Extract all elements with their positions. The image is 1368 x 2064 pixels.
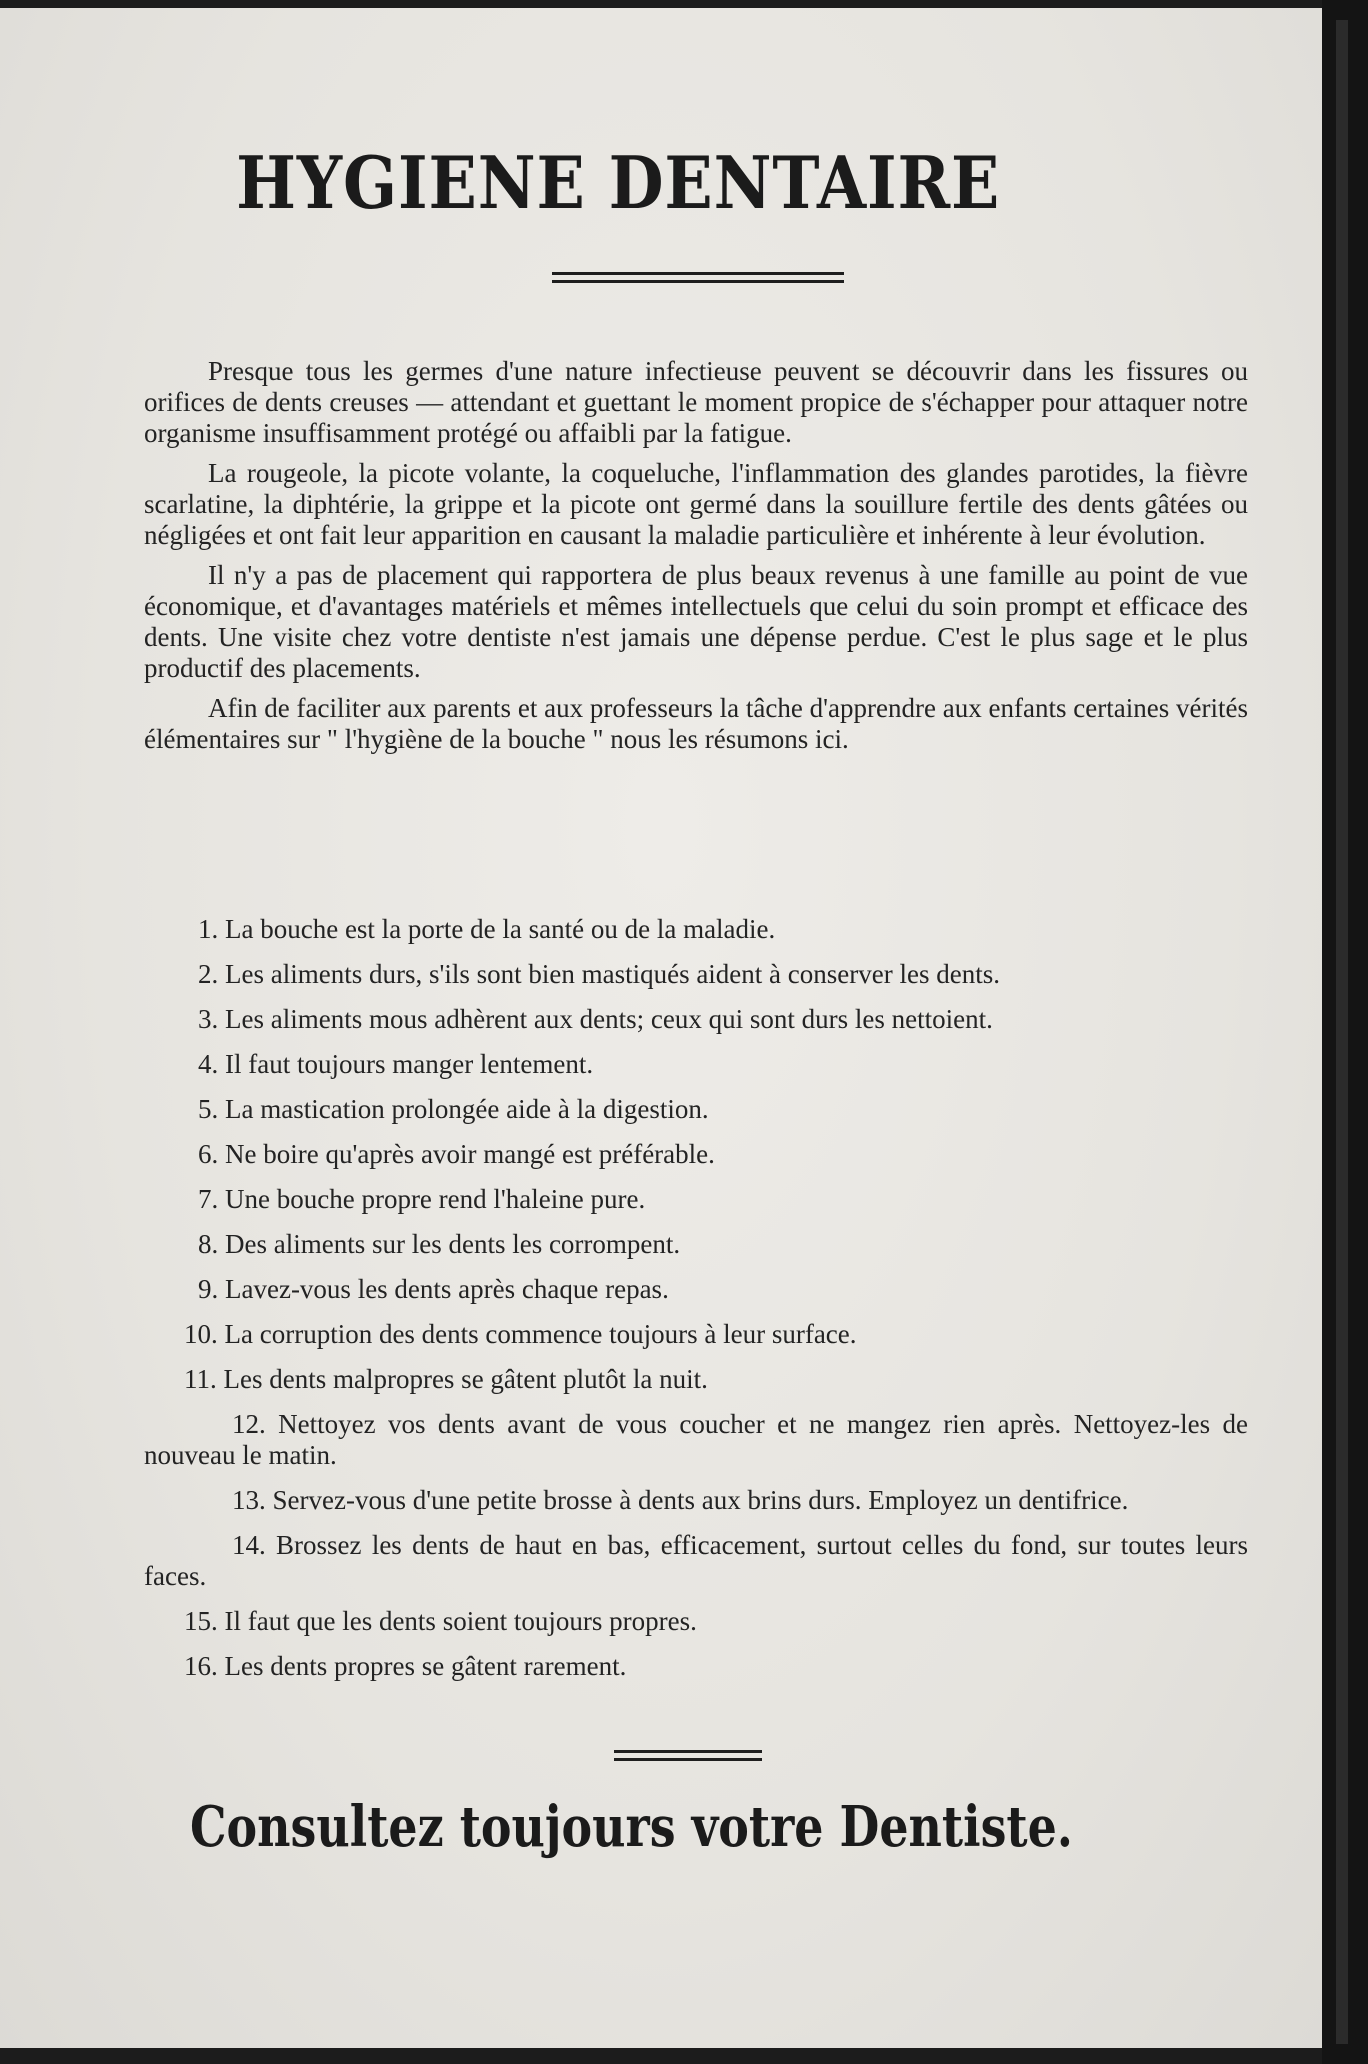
item-text: Brossez les dents de haut en bas, efficacement, surtout celles du fond, sur toutes leurs faces. bbox=[144, 1530, 1249, 1591]
list-item bbox=[144, 1364, 1248, 1395]
item-text: Lavez-vous les dents après chaque repas. bbox=[225, 1274, 669, 1304]
item-number: 16. bbox=[184, 1651, 218, 1681]
item-text: La bouche est la porte de la santé ou de la maladie. bbox=[225, 914, 776, 944]
item-number: 14. bbox=[232, 1530, 266, 1560]
item-number: 1. bbox=[198, 914, 219, 944]
item-text: Les aliments durs, s'ils sont bien mastiqués aident à conserver les dents. bbox=[225, 959, 1000, 989]
intro-text bbox=[144, 356, 1248, 764]
item-text: Servez-vous d'une petite brosse à dents aux brins durs. Employez un dentifrice. bbox=[272, 1485, 1129, 1515]
double-rule-divider bbox=[552, 272, 844, 284]
item-text: Ne boire qu'après avoir mangé est préférable. bbox=[225, 1139, 715, 1169]
item-number: 15. bbox=[184, 1606, 218, 1636]
list-item bbox=[144, 1409, 1248, 1471]
item-text: Il faut que les dents soient toujours propres. bbox=[224, 1606, 697, 1636]
item-number: 9. bbox=[198, 1274, 219, 1304]
list-item bbox=[144, 1049, 1248, 1080]
list-item bbox=[144, 914, 1248, 945]
item-number: 3. bbox=[198, 1004, 219, 1034]
item-text: La corruption des dents commence toujours à leur surface. bbox=[224, 1319, 857, 1349]
list-item bbox=[144, 1184, 1248, 1215]
paragraph: La rougeole, la picote volante, la coqueluche, l'inflammation des glandes parotides, la fièvre scarlatine, la diphtérie, la grippe et la picote ont germé dans la souillure fertile des dents gâtées ou négligées et ont fait leur apparition en causant la maladie particulière et inhérente à leur évolution. bbox=[144, 458, 1248, 550]
item-number: 6. bbox=[198, 1139, 219, 1169]
item-number: 4. bbox=[198, 1049, 219, 1079]
list-item bbox=[144, 959, 1248, 990]
item-text: Il faut toujours manger lentement. bbox=[225, 1049, 594, 1079]
list-item bbox=[144, 1530, 1248, 1592]
scan-right-border bbox=[1322, 0, 1368, 2064]
paragraph: Presque tous les germes d'une nature infectieuse peuvent se découvrir dans les fissures ou orifices de dents creuses — attendant et guettant le moment propice de s'échapper pour attaquer notre organisme insuffisamment protégé ou affaibli par la fatigue. bbox=[144, 356, 1248, 448]
page-edge-strip bbox=[1336, 20, 1348, 2044]
list-item bbox=[144, 1606, 1248, 1637]
scan-top-border bbox=[0, 0, 1322, 8]
list-item bbox=[144, 1319, 1248, 1350]
item-text: La mastication prolongée aide à la digestion. bbox=[225, 1094, 709, 1124]
item-number: 13. bbox=[232, 1485, 266, 1515]
list-item bbox=[144, 1004, 1248, 1035]
item-text: Des aliments sur les dents les corrompent. bbox=[225, 1229, 681, 1259]
paragraph: Afin de faciliter aux parents et aux professeurs la tâche d'apprendre aux enfants certaines vérités élémentaires sur " l'hygiène de la bouche " nous les résumons ici. bbox=[144, 693, 1248, 754]
item-number: 7. bbox=[198, 1184, 219, 1214]
list-item bbox=[144, 1485, 1248, 1516]
item-number: 11. bbox=[184, 1364, 217, 1394]
list-item bbox=[144, 1139, 1248, 1170]
list-item bbox=[144, 1274, 1248, 1305]
double-rule-divider bbox=[614, 1750, 762, 1762]
scan-bottom-border bbox=[0, 2048, 1322, 2064]
item-number: 10. bbox=[184, 1319, 218, 1349]
list-item bbox=[144, 1229, 1248, 1260]
document-title: HYGIENE DENTAIRE bbox=[236, 140, 1001, 225]
list-item bbox=[144, 1651, 1248, 1682]
item-text: Les dents malpropres se gâtent plutôt la nuit. bbox=[223, 1364, 708, 1394]
list-item bbox=[144, 1094, 1248, 1125]
item-text: Nettoyez vos dents avant de vous coucher et ne mangez rien après. Nettoyez-les de nouveau le matin. bbox=[144, 1409, 1248, 1470]
hygiene-rules-list bbox=[144, 914, 1248, 1696]
item-text: Les aliments mous adhèrent aux dents; ceux qui sont durs les nettoient. bbox=[225, 1004, 993, 1034]
item-number: 8. bbox=[198, 1229, 219, 1259]
item-number: 12. bbox=[232, 1409, 266, 1439]
item-number: 2. bbox=[198, 959, 219, 989]
paragraph: Il n'y a pas de placement qui rapportera de plus beaux revenus à une famille au point de vue économique, et d'avantages matériels et mêmes intellectuels que celui du soin prompt et efficace des dents. Une visite chez votre dentiste n'est jamais une dépense perdue. C'est le plus sage et le plus productif des placements. bbox=[144, 560, 1248, 683]
item-text: Une bouche propre rend l'haleine pure. bbox=[225, 1184, 646, 1214]
closing-slogan: Consultez toujours votre Dentiste. bbox=[189, 1794, 1073, 1860]
item-number: 5. bbox=[198, 1094, 219, 1124]
item-text: Les dents propres se gâtent rarement. bbox=[224, 1651, 627, 1681]
